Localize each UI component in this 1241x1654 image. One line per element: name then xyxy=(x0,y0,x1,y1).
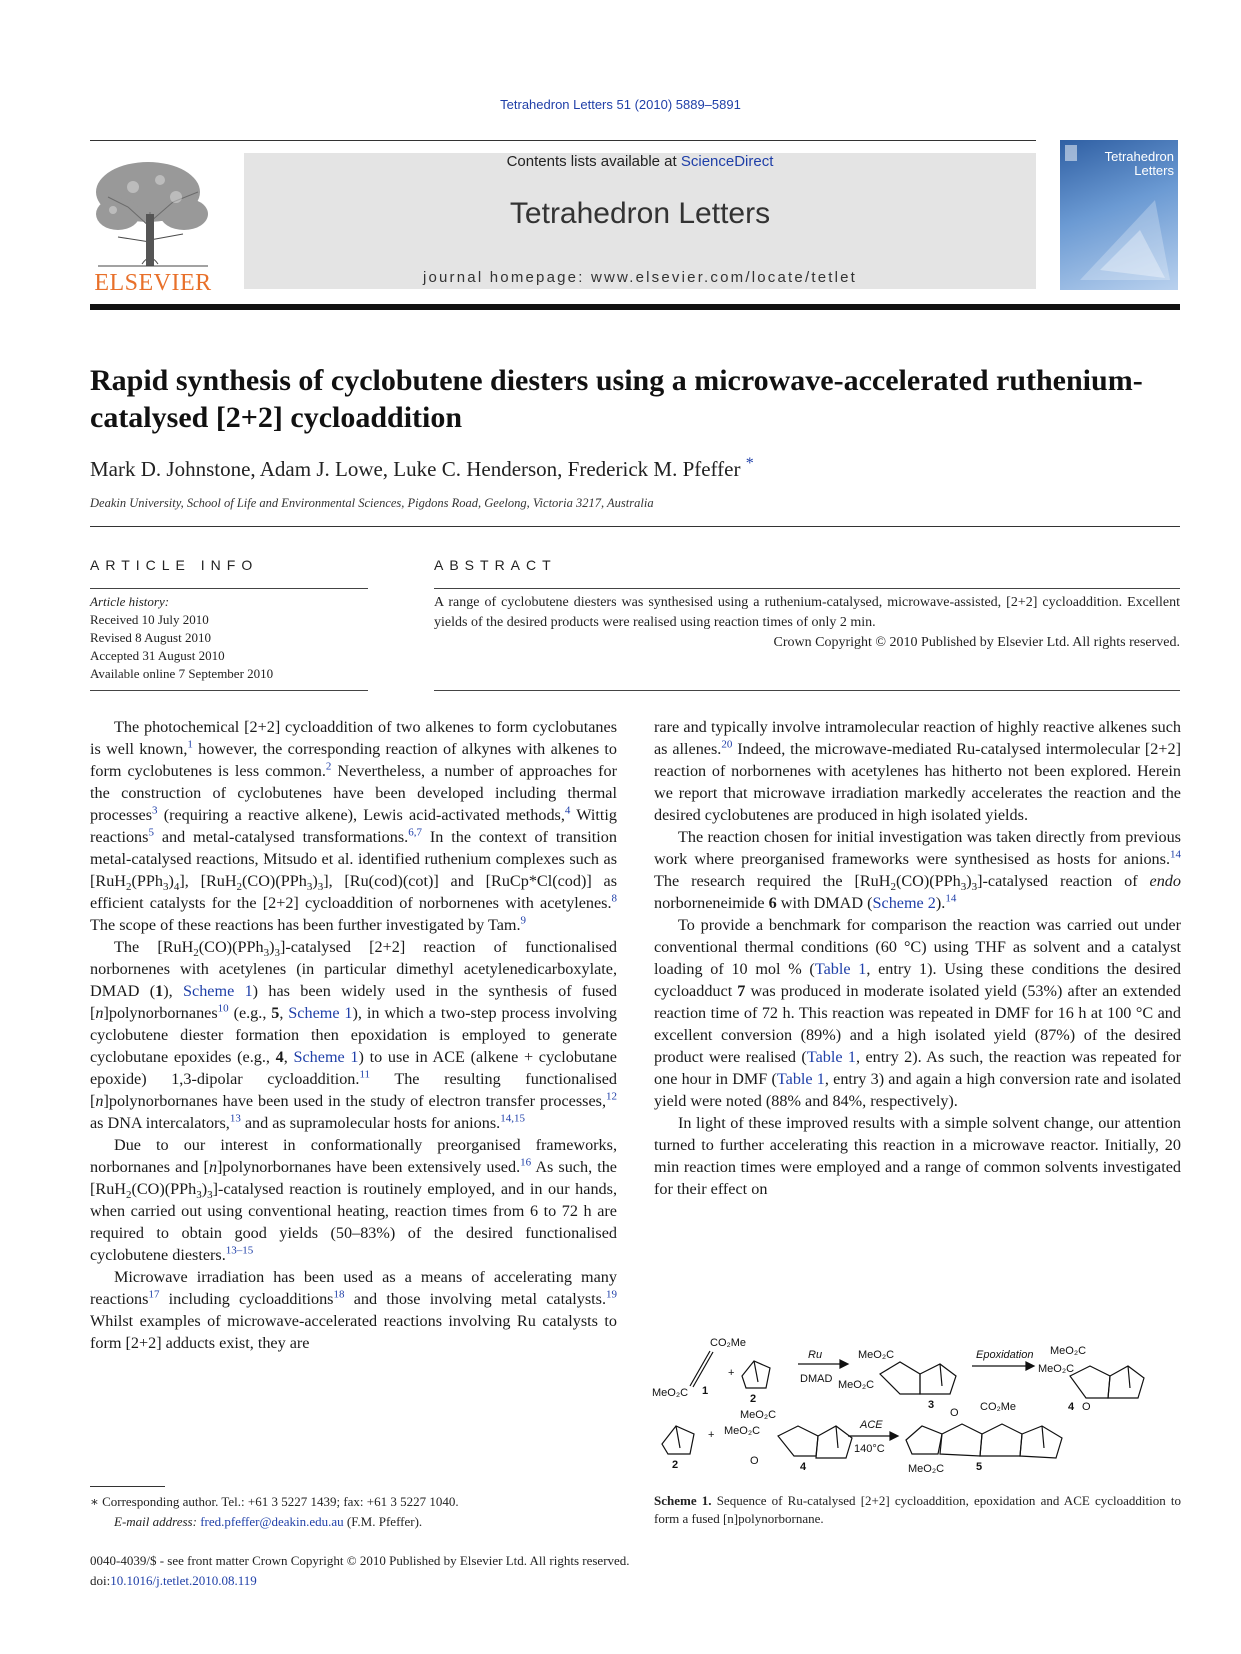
article-info-rule xyxy=(90,588,368,589)
scheme-1-caption: Scheme 1. Sequence of Ru-catalysed [2+2] cycloaddition, epoxidation and ACE cycloaddition to form a fused [n]polynorbornane. xyxy=(654,1493,1182,1526)
paragraph: The reaction chosen for initial investigation was taken directly from previous work where preorganised frameworks were synthesised as hosts for anions.$^{14}$ The research required the $[RuH_2(CO)(PPh_3)_3]$-catalysed reaction of endo norborneneimide 6 with DMAD (Scheme 2).$^{14}$ xyxy=(654,828,1181,912)
abstract-body: A range of cyclobutene diesters was synthesised using a ruthenium-catalysed, microwave-assisted, [2+2] cycloaddition. Excellent yields of the desired products were realised using reaction times of only 2 min. Crown Copyright © 2010 Published by Elsevier Ltd. All rights reserved. xyxy=(434,595,1180,650)
scheme-1-figure[interactable] xyxy=(650,1336,1180,1476)
article-info-heading: ARTICLE INFO xyxy=(90,557,259,573)
compound-label-2-bottom: 2 xyxy=(672,1459,679,1471)
reagent-ace: ACE xyxy=(860,1419,883,1431)
doi-link[interactable]: 10.1016/j.tetlet.2010.08.119 xyxy=(110,1573,257,1588)
compound-label-4-bottom: 4 xyxy=(800,1461,807,1473)
scheme-label-meo2c: MeO₂C xyxy=(1038,1363,1075,1375)
affiliation: Deakin University, School of Life and Environmental Sciences, Pigdons Road, Geelong, Victoria 3217, Australia xyxy=(90,496,654,510)
scheme-label-meo2c: MeO₂C xyxy=(740,1409,777,1421)
scheme-label-co2me: CO₂Me xyxy=(980,1401,1017,1413)
reagent-dmad: DMAD xyxy=(800,1373,833,1385)
contents-line: Contents lists available at ScienceDirect xyxy=(506,153,774,170)
sciencedirect-link[interactable]: ScienceDirect xyxy=(680,153,774,170)
scheme-plus: + xyxy=(728,1367,735,1379)
article-title: Rapid synthesis of cyclobutene diesters using a microwave-accelerated ruthenium-catalysed [2+2] cycloaddition xyxy=(90,364,1143,434)
journal-banner xyxy=(244,153,1036,289)
paragraph: Due to our interest in conformationally preorganised frameworks, norbornanes and [n]polynorbornanes have been extensively used.$^{16}$ As such, the $[RuH_2(CO)(PPh_3)_3]$-catalysed reaction is routinely employed, and in our hands, when carried out using conventional heating, reaction times from 6 to 72 h are required to obtain good yields (50–83%) of the desired functionalised cyclobutene diesters.$^{13-15}$ xyxy=(90,1136,617,1264)
reagent-epoxidation: Epoxidation xyxy=(976,1349,1034,1361)
body-right-column xyxy=(654,716,1181,1200)
journal-cover-image[interactable] xyxy=(1060,140,1178,290)
reagent-ru: Ru xyxy=(808,1349,823,1361)
corresponding-author-footnote: ∗ Corresponding author. Tel.: +61 3 5227 1439; fax: +61 3 5227 1040. E-mail address: fred.pfeffer@deakin.edu.au (F.M. Pfeffer). xyxy=(90,1494,459,1529)
abstract-bottom-rule xyxy=(434,690,1180,691)
elsevier-logo[interactable] xyxy=(88,152,218,296)
scheme-epoxide-o-bottom: O xyxy=(750,1455,759,1467)
header-thick-divider xyxy=(90,304,1180,310)
reaction-temperature: 140°C xyxy=(854,1443,885,1455)
paragraph: rare and typically involve intramolecular reaction of highly reactive alkenes such as allenes.$^{20}$ Indeed, the microwave-mediated Ru-catalysed intermolecular [2+2] reaction of norbornenes with acetylenes has hitherto not been explored. Herein we report that microwave irradiation markedly accelerates the reaction and the desired cyclobutenes are produced in high isolated yields. xyxy=(654,718,1181,824)
footnote-rule xyxy=(90,1486,165,1487)
scheme-oxygen-5: O xyxy=(950,1407,959,1419)
article-info-bottom-rule xyxy=(90,690,368,691)
scheme-label-meo2c: MeO₂C xyxy=(858,1349,895,1361)
scheme-epoxide-o: O xyxy=(1082,1401,1091,1413)
paragraph: In light of these improved results with a simple solvent change, our attention turned to further accelerating this reaction in a microwave reactor. Initially, 20 min reaction times were employed and a range of common solvents investigated for their effect on xyxy=(654,1114,1181,1198)
reaction-scheme-diagram xyxy=(650,1336,1180,1476)
journal-homepage[interactable]: journal homepage: www.elsevier.com/locate/tetlet xyxy=(422,269,858,286)
scheme-label-meo2c: MeO₂C xyxy=(1050,1345,1087,1357)
compound-label-1: 1 xyxy=(702,1385,709,1397)
compound-label-3: 3 xyxy=(928,1399,935,1411)
author-email-link[interactable]: fred.pfeffer@deakin.edu.au xyxy=(200,1514,344,1529)
elsevier-wordmark: ELSEVIER xyxy=(94,270,212,296)
scheme-label-meo2c: MeO₂C xyxy=(724,1425,761,1437)
paragraph: To provide a benchmark for comparison the reaction was carried out under conventional thermal conditions (60 °C) using THF as solvent and a catalyst loading of 10 mol % (Table 1, entry 1). Using these conditions the desired cycloadduct 7 was produced in moderate isolated yield (53%) after an extended reaction time of 72 h. This reaction was repeated in DMF for 16 h at 100 °C and excellent conversion (89%) and a high isolated yield (87%) of the desired product were realised (Table 1, entry 2). As such, the reaction was repeated for one hour in DMF (Table 1, entry 3) and again a high conversion rate and isolated yield were noted (88% and 84%, respectively). xyxy=(654,916,1182,1110)
paragraph: The photochemical [2+2] cycloaddition of two alkenes to form cyclobutanes is well known,$^1$ however, the corresponding reaction of alkynes with alkenes to form cyclobutenes is less common.$^2$ Nevertheless, a number of approaches for the construction of cyclobutenes have been developed including thermal processes$^3$ (requiring a reactive alkene), Lewis acid-activated methods,$^4$ Wittig reactions$^5$ and metal-catalysed transformations.$^{6,7}$ In the context of transition metal-catalysed reactions, Mitsudo et al. identified ruthenium complexes such as $[RuH_2(PPh_3)_4]$, $[RuH_2(CO)(PPh_3)_3]$, [Ru(cod)(cot)] and [RuCp*Cl(cod)] as efficient catalysts for the [2+2] cycloaddition of norbornenes with acetylenes.$^8$ The scope of these reactions has been further investigated by Tam.$^9$ xyxy=(90,718,617,934)
scheme-label-co2me: CO₂Me xyxy=(710,1337,747,1349)
cover-title: Tetrahedron Letters xyxy=(1104,149,1174,178)
author-list: Mark D. Johnstone, Adam J. Lowe, Luke C. Henderson, Frederick M. Pfeffer * xyxy=(90,455,754,481)
corresponding-author-mark[interactable]: * xyxy=(745,455,754,472)
scheme-label-meo2c: MeO₂C xyxy=(908,1463,945,1475)
header-divider xyxy=(90,140,1036,141)
compound-label-5: 5 xyxy=(976,1461,983,1473)
journal-citation[interactable]: Tetrahedron Letters 51 (2010) 5889–5891 xyxy=(500,97,741,112)
scheme-label-meo2c: MeO₂C xyxy=(838,1379,875,1391)
paragraph: Microwave irradiation has been used as a means of accelerating many reactions$^{17}$ including cycloadditions$^{18}$ and those involving metal catalysts.$^{19}$ Whilst examples of microwave-accelerated reactions involving Ru catalysts to form [2+2] adducts exist, they are xyxy=(90,1268,617,1352)
abstract-rule xyxy=(434,588,1180,589)
compound-label-2: 2 xyxy=(750,1393,757,1405)
abstract-heading: ABSTRACT xyxy=(434,557,557,573)
paragraph: The $[RuH_2(CO)(PPh_3)_3]$-catalysed [2+2] reaction of functionalised norbornenes with acetylenes (in particular dimethyl acetylenedicarboxylate, DMAD (1), Scheme 1) has been widely used in the synthesis of fused [n]polynorbornanes$^{10}$ (e.g., 5, Scheme 1), in which a two-step process involving cyclobutene diester formation then epoxidation is employed to generate cyclobutane epoxides (e.g., 4, Scheme 1) to use in ACE (alkene + cyclobutane epoxide) 1,3-dipolar cycloaddition.$^{11}$ The resulting functionalised [n]polynorbornanes have been used in the study of electron transfer processes,$^{12}$ as DNA intercalators,$^{13}$ and as supramolecular hosts for anions.$^{14,15}$ xyxy=(90,938,618,1132)
scheme-label-meo2c: MeO₂C xyxy=(652,1387,689,1399)
article-history: Article history: Received 10 July 2010 Revised 8 August 2010 Accepted 31 August 2010 Available online 7 September 2010 xyxy=(90,594,274,681)
front-matter-notice: 0040-4039/$ - see front matter Crown Copyright © 2010 Published by Elsevier Ltd. All rights reserved. doi:10.1016/j.tetlet.2010.08.119 xyxy=(90,1553,630,1588)
journal-name: Tetrahedron Letters xyxy=(509,197,771,230)
scheme-plus-bottom: + xyxy=(708,1429,715,1441)
title-divider xyxy=(90,526,1180,527)
compound-label-4: 4 xyxy=(1068,1401,1075,1413)
body-left-column xyxy=(90,716,617,1354)
